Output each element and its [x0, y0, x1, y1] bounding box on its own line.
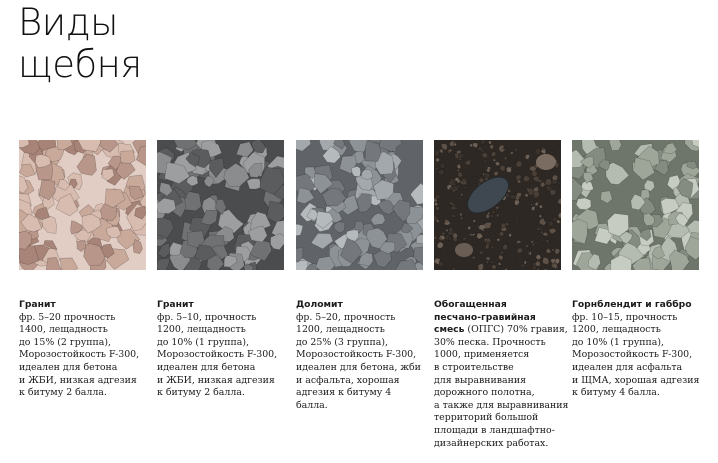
card-text: фр. 5–20, прочность 1200, лещадность до 25% (3 группа), Морозостойкость F-300, идеален для бетона, жби и асфальта, хорошая адгезия к битуму 4 балла. — [296, 311, 421, 411]
card-dolomite — [296, 140, 424, 412]
card-description — [572, 299, 712, 400]
card-text: фр. 5–10, прочность 1200, лещадность до 10% (1 группа), Морозостойкость F-300, идеален для бетона и ЖБИ, низкая адгезия к битуму 2 балла. — [157, 311, 278, 399]
card-description — [296, 299, 424, 412]
title-line-1: Виды — [18, 1, 118, 44]
card-name: Гранит — [157, 299, 194, 310]
gravel-texture — [572, 140, 699, 270]
card-name: Обогащенная песчано-гравийная смесь — [434, 299, 536, 336]
pebble-shape — [536, 154, 556, 170]
sand-gravel-mix-image — [434, 140, 561, 270]
hornblendite-gabbro-image — [572, 140, 699, 270]
pebble-shape — [455, 243, 473, 257]
card-opgs — [434, 140, 570, 450]
card-name: Гранит — [19, 299, 56, 310]
gravel-texture — [157, 140, 284, 270]
card-name: Горнблендит и габбро — [572, 299, 692, 310]
card-text: (ОПГС) 70% гравия, 30% песка. Прочность 1000, применяется в строительстве для выравнивания дорожного полотна, а также для выравнивания территорий большой площади в ландшафтно- дизайнерских работах. — [434, 324, 569, 449]
card-text: фр. 5–20 прочность 1400, лещадность до 15% (2 группа), Морозостойкость F-300, идеален для бетона и ЖБИ, низкая адгезия к битуму 2 балла. — [19, 311, 140, 399]
card-text: фр. 10–15, прочность 1200, лещадность до 10% (1 группа), Морозостойкость F-300, идеален для асфальта и ЩМА, хорошая адгезия к битуму 4 балла. — [572, 311, 700, 399]
page-title — [18, 2, 142, 86]
card-description — [157, 299, 285, 400]
card-granite-2 — [157, 140, 285, 400]
card-description — [19, 299, 147, 400]
gravel-texture — [19, 140, 146, 270]
gravel-texture — [296, 140, 423, 270]
card-name: Доломит — [296, 299, 343, 310]
dolomite-image — [296, 140, 423, 270]
gravel-texture — [434, 140, 561, 270]
granite-grey-image — [157, 140, 284, 270]
card-granite-1 — [19, 140, 147, 400]
card-hornblendite-gabbro — [572, 140, 712, 400]
card-description — [434, 299, 570, 450]
title-line-2: щебня — [18, 43, 142, 86]
granite-pink-image — [19, 140, 146, 270]
